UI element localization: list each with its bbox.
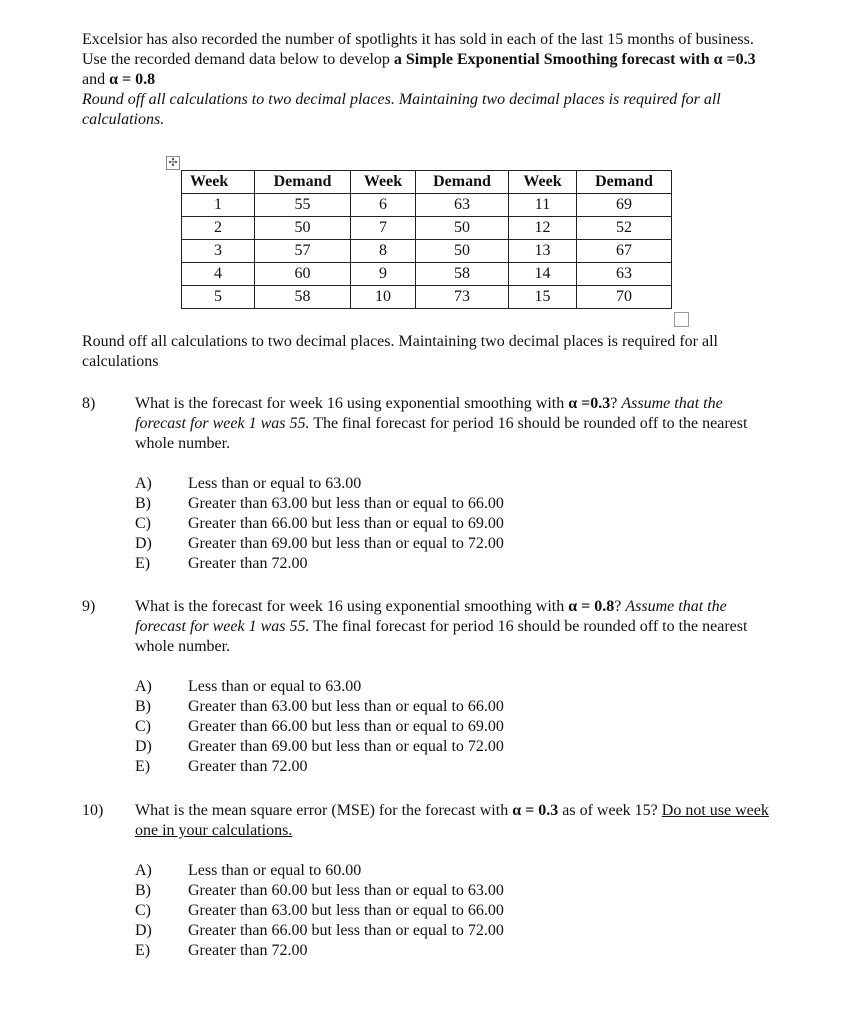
- header-demand-2: Demand: [416, 171, 509, 194]
- answer-option-b[interactable]: B) Greater than 60.00 but less than or equal to 63.00: [135, 882, 504, 899]
- table-cell: 2: [182, 217, 255, 240]
- intro-rounding-note: Round off all calculations to two decimal places. Maintaining two decimal places is required for all calculations.: [82, 91, 721, 128]
- table-cell: 12: [509, 217, 577, 240]
- answer-options: [135, 474, 782, 574]
- answer-option-e[interactable]: E) Greater than 72.00: [135, 555, 308, 572]
- table-cell: 55: [255, 194, 351, 217]
- question-10: [82, 801, 782, 961]
- table-cell: 63: [577, 263, 672, 286]
- table-row: [182, 194, 672, 217]
- table-cell: 50: [416, 217, 509, 240]
- table-cell: 58: [255, 286, 351, 309]
- answer-option-a[interactable]: A) Less than or equal to 63.00: [135, 475, 362, 492]
- question-9: [82, 597, 782, 777]
- table-cell: 1: [182, 194, 255, 217]
- header-demand-3: Demand: [577, 171, 672, 194]
- answer-option-b[interactable]: B) Greater than 63.00 but less than or equal to 66.00: [135, 698, 504, 715]
- table-cell: 69: [577, 194, 672, 217]
- table-move-handle-icon[interactable]: ✣: [166, 156, 180, 170]
- table-cell: 11: [509, 194, 577, 217]
- rounding-note: [82, 332, 782, 372]
- table-resize-handle[interactable]: [674, 312, 689, 327]
- answer-option-a[interactable]: A) Less than or equal to 60.00: [135, 862, 362, 879]
- table-cell: 9: [351, 263, 416, 286]
- intro-text: [82, 30, 782, 90]
- table-row: [182, 240, 672, 263]
- question-text: What is the forecast for week 16 using exponential smoothing with α =0.3? Assume that the forecast for week 1 was 55. The final forecast for period 16 should be rounded off to the nearest whole number.: [135, 395, 748, 452]
- answer-options: [135, 677, 782, 777]
- question-text: What is the mean square error (MSE) for the forecast with α = 0.3 as of week 15? Do not use week one in your calculations.: [135, 802, 769, 839]
- table-cell: 50: [255, 217, 351, 240]
- answer-option-c[interactable]: C) Greater than 63.00 but less than or equal to 66.00: [135, 902, 504, 919]
- answer-option-c[interactable]: C) Greater than 66.00 but less than or equal to 69.00: [135, 718, 504, 735]
- question-text: What is the forecast for week 16 using exponential smoothing with α = 0.8? Assume that the forecast for week 1 was 55. The final forecast for period 16 should be rounded off to the nearest whole number.: [135, 598, 748, 655]
- question-number: 10): [82, 802, 104, 819]
- table-cell: 4: [182, 263, 255, 286]
- table-row: [182, 217, 672, 240]
- intro-bold-alpha-03: a Simple Exponential Smoothing forecast with α =0.3: [393, 51, 756, 68]
- answer-options: [135, 861, 782, 961]
- intro-line: Excelsior has also recorded the number of spotlights it has sold in each of the last 15 months of business. Use the recorded demand data below to develop: [82, 31, 754, 68]
- table-cell: 10: [351, 286, 416, 309]
- demand-table: [181, 170, 672, 309]
- question-number: 9): [82, 598, 96, 615]
- table-header-row: [182, 171, 672, 194]
- table-cell: 13: [509, 240, 577, 263]
- answer-option-d[interactable]: D) Greater than 66.00 but less than or equal to 72.00: [135, 922, 504, 939]
- answer-option-e[interactable]: E) Greater than 72.00: [135, 942, 308, 959]
- table-cell: 57: [255, 240, 351, 263]
- header-week-2: Week: [351, 171, 416, 194]
- table-cell: 14: [509, 263, 577, 286]
- answer-option-a[interactable]: A) Less than or equal to 63.00: [135, 678, 362, 695]
- answer-option-d[interactable]: D) Greater than 69.00 but less than or equal to 72.00: [135, 535, 504, 552]
- intro-paragraph: [82, 30, 782, 130]
- answer-option-e[interactable]: E) Greater than 72.00: [135, 758, 308, 775]
- question-number: 8): [82, 395, 96, 412]
- header-week-3: Week: [509, 171, 577, 194]
- rounding-note-text: Round off all calculations to two decimal places. Maintaining two decimal places is required for all calculations: [82, 333, 718, 370]
- table-cell: 52: [577, 217, 672, 240]
- table-cell: 73: [416, 286, 509, 309]
- table-row: [182, 286, 672, 309]
- table-cell: 3: [182, 240, 255, 263]
- table-cell: 15: [509, 286, 577, 309]
- answer-option-b[interactable]: B) Greater than 63.00 but less than or equal to 66.00: [135, 495, 504, 512]
- intro-bold-alpha-08: α = 0.8: [109, 71, 156, 88]
- table-cell: 5: [182, 286, 255, 309]
- header-demand-1: Demand: [255, 171, 351, 194]
- table-cell: 7: [351, 217, 416, 240]
- table-cell: 60: [255, 263, 351, 286]
- header-week-1: Week: [182, 171, 255, 194]
- table-cell: 70: [577, 286, 672, 309]
- answer-option-d[interactable]: D) Greater than 69.00 but less than or equal to 72.00: [135, 738, 504, 755]
- table-cell: 50: [416, 240, 509, 263]
- table-cell: 58: [416, 263, 509, 286]
- table-row: [182, 263, 672, 286]
- question-8: [82, 394, 782, 574]
- table-cell: 8: [351, 240, 416, 263]
- intro-and: and: [82, 71, 110, 88]
- table-cell: 67: [577, 240, 672, 263]
- table-cell: 63: [416, 194, 509, 217]
- table-cell: 6: [351, 194, 416, 217]
- answer-option-c[interactable]: C) Greater than 66.00 but less than or equal to 69.00: [135, 515, 504, 532]
